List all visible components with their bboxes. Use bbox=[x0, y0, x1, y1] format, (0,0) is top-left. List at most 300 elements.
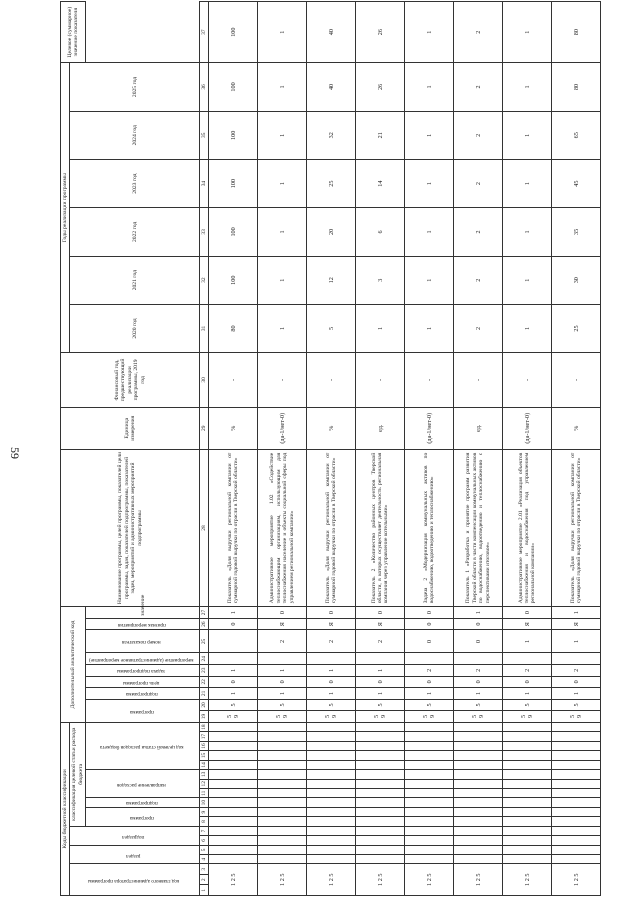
analytic-code-cell: 0 bbox=[356, 607, 405, 619]
year-value: 1 bbox=[405, 111, 454, 159]
code-cell bbox=[307, 760, 356, 769]
column-number: 13 bbox=[200, 770, 209, 779]
year-value: 3 bbox=[356, 256, 405, 304]
code-cell bbox=[503, 779, 552, 788]
analytic-code-cell bbox=[552, 653, 601, 665]
chapter-code-cell: 1 2 5 bbox=[503, 864, 552, 896]
year-value: 1 bbox=[503, 208, 552, 256]
target-header: Целевое (суммарное) значение показателя bbox=[61, 2, 86, 63]
code-cell bbox=[552, 722, 601, 732]
year-value: 100 bbox=[209, 208, 258, 256]
analytic-code-cell: Я bbox=[258, 618, 307, 630]
column-number: 29 bbox=[200, 407, 209, 449]
year-value: 30 bbox=[552, 256, 601, 304]
analytic-code-cell: 2 bbox=[503, 665, 552, 677]
chapter-code-cell: 1 2 5 bbox=[307, 864, 356, 896]
column-number: 16 bbox=[200, 741, 209, 750]
code-cell bbox=[454, 845, 503, 854]
analytic-code-cell: Я bbox=[356, 618, 405, 630]
column-number: 31 bbox=[200, 304, 209, 352]
row-unit: (да-1/нет-0) bbox=[503, 407, 552, 449]
analytic-code-cell: 5 9 bbox=[454, 711, 503, 723]
program-table-sheet bbox=[60, 1, 584, 896]
column-number: 3 bbox=[200, 864, 209, 875]
code-cell bbox=[503, 855, 552, 864]
code-cell bbox=[209, 741, 258, 750]
analytic-code-cell: 0 bbox=[503, 607, 552, 619]
code-cell bbox=[356, 817, 405, 826]
year-value: 1 bbox=[258, 208, 307, 256]
analytic-code-cell: 0 bbox=[307, 607, 356, 619]
code-cell bbox=[503, 845, 552, 854]
analytic-code-cell: 0 bbox=[405, 607, 454, 619]
analytic-code-cell: 0 bbox=[454, 618, 503, 630]
row-unit: (да-1/нет-0) bbox=[405, 407, 454, 449]
code-cell bbox=[552, 826, 601, 835]
column-number: 6 bbox=[200, 836, 209, 845]
analytic-code-cell: Я bbox=[552, 618, 601, 630]
analytic-code-cell: 0 bbox=[552, 676, 601, 688]
d-measure-header: мероприятие (административное мероприятие) bbox=[89, 656, 194, 663]
column-number: 26 bbox=[200, 618, 209, 630]
chapter-code-cell: 1 2 5 bbox=[209, 864, 258, 896]
program-indicators-table bbox=[60, 1, 601, 896]
code-cell bbox=[258, 722, 307, 732]
chapter-code-header: код главного администратора программы bbox=[88, 877, 180, 884]
code-cell bbox=[356, 789, 405, 798]
y2024-header: 2024 год bbox=[70, 111, 200, 159]
year-value: 100 bbox=[209, 159, 258, 207]
code-cell bbox=[454, 836, 503, 845]
code-cell bbox=[405, 760, 454, 769]
y2022-header: 2022 год bbox=[70, 208, 200, 256]
column-number: 32 bbox=[200, 256, 209, 304]
code-cell bbox=[258, 845, 307, 854]
code-cell bbox=[405, 722, 454, 732]
analytic-code-cell: 5 9 bbox=[356, 711, 405, 723]
analytic-code-cell: 1 bbox=[454, 688, 503, 700]
code-cell bbox=[454, 789, 503, 798]
d-task-header: задача подпрограммы bbox=[117, 668, 166, 675]
code-cell bbox=[405, 798, 454, 807]
row-unit: (да-1/нет-0) bbox=[258, 407, 307, 449]
code-cell bbox=[454, 855, 503, 864]
year-value: 2 bbox=[454, 159, 503, 207]
column-number: 21 bbox=[200, 688, 209, 700]
column-number: 20 bbox=[200, 699, 209, 711]
years-header: Годы реализации программы bbox=[61, 63, 70, 353]
analytic-code-cell: 1 bbox=[405, 688, 454, 700]
year-value: 1 bbox=[503, 256, 552, 304]
code-cell bbox=[454, 751, 503, 760]
code-cell bbox=[209, 732, 258, 741]
row-base-year: - bbox=[209, 353, 258, 408]
code-cell bbox=[552, 770, 601, 779]
code-cell bbox=[405, 789, 454, 798]
code-cell bbox=[552, 845, 601, 854]
code-cell bbox=[405, 836, 454, 845]
column-number: 27 bbox=[200, 607, 209, 619]
code-cell bbox=[258, 836, 307, 845]
d-indicator-header: номер показателя bbox=[122, 639, 161, 646]
row-unit: % bbox=[552, 407, 601, 449]
analytic-code-cell: 1 bbox=[356, 665, 405, 677]
analytic-code-cell: 5 bbox=[405, 699, 454, 711]
analytic-code-cell: 5 bbox=[454, 699, 503, 711]
column-number: 25 bbox=[200, 630, 209, 653]
column-number: 30 bbox=[200, 353, 209, 408]
target-value: 100 bbox=[209, 2, 258, 63]
analytic-code-cell: 0 bbox=[258, 676, 307, 688]
analytic-code-cell: 5 bbox=[307, 699, 356, 711]
code-cell bbox=[356, 798, 405, 807]
year-value: 35 bbox=[552, 208, 601, 256]
analytic-code-cell: 1 bbox=[454, 607, 503, 619]
code-cell bbox=[503, 722, 552, 732]
d-goal-header: цель программы bbox=[123, 679, 160, 686]
analytic-code-cell: 5 9 bbox=[405, 711, 454, 723]
code-cell bbox=[307, 817, 356, 826]
column-number: 5 bbox=[200, 845, 209, 854]
code-cell bbox=[307, 732, 356, 741]
analytic-code-cell: 1 bbox=[552, 688, 601, 700]
analytic-code-cell: 0 bbox=[209, 676, 258, 688]
year-value: 6 bbox=[356, 208, 405, 256]
year-value: 2 bbox=[454, 63, 503, 111]
year-value: 1 bbox=[405, 256, 454, 304]
code-cell bbox=[258, 855, 307, 864]
section-header: раздел bbox=[126, 852, 141, 859]
code-cell bbox=[258, 817, 307, 826]
table-row bbox=[552, 2, 601, 896]
code-cell bbox=[258, 732, 307, 741]
analytic-code-cell: 1 bbox=[209, 688, 258, 700]
column-number: 36 bbox=[200, 63, 209, 111]
code-cell bbox=[503, 789, 552, 798]
code-cell bbox=[454, 826, 503, 835]
analytic-code-cell: Я bbox=[307, 618, 356, 630]
row-unit: ед. bbox=[356, 407, 405, 449]
analytic-code-cell: 0 bbox=[307, 676, 356, 688]
code-cell bbox=[258, 798, 307, 807]
analytic-code-cell bbox=[307, 653, 356, 665]
year-value: 1 bbox=[258, 111, 307, 159]
analytic-code-cell bbox=[209, 630, 258, 653]
analytic-code-cell: 5 bbox=[209, 699, 258, 711]
year-value: 1 bbox=[405, 304, 454, 352]
code-cell bbox=[307, 836, 356, 845]
code-cell bbox=[454, 817, 503, 826]
code-cell bbox=[356, 770, 405, 779]
code-cell bbox=[356, 779, 405, 788]
row-description: Показатель «Доля выручки региональной компании от суммарной годовой выручки по отрасли в Тверской области» bbox=[307, 449, 356, 607]
row-unit: % bbox=[307, 407, 356, 449]
year-value: 100 bbox=[209, 256, 258, 304]
row-base-year: - bbox=[405, 353, 454, 408]
analytic-code-cell: 1 bbox=[307, 665, 356, 677]
analytic-code-cell bbox=[258, 653, 307, 665]
column-number: 8 bbox=[200, 817, 209, 826]
row-description: Задача 2 «Модернизация коммунальных активов по водоснабжению, водоотведению и теплоснабжению» bbox=[405, 449, 454, 607]
analytic-code-cell: 5 bbox=[503, 699, 552, 711]
target-value: 2 bbox=[454, 2, 503, 63]
row-base-year: - bbox=[356, 353, 405, 408]
base-year-header: Финансовый год, предшествующий реализации программы, 2019 год bbox=[61, 353, 200, 408]
row-description: Административное мероприятие 2.01 «Реализация объектов теплоснабжения и водоснабжения под управлением региональной компании» bbox=[503, 449, 552, 607]
target-value-header: значение bbox=[86, 607, 200, 619]
year-value: 2 bbox=[454, 111, 503, 159]
code-cell bbox=[552, 798, 601, 807]
y2021-header: 2021 год bbox=[70, 256, 200, 304]
code-cell bbox=[552, 817, 601, 826]
code-cell bbox=[209, 807, 258, 816]
code-cell bbox=[258, 807, 307, 816]
target-value: 1 bbox=[405, 2, 454, 63]
analytic-code-cell bbox=[503, 653, 552, 665]
row-description: Показатель «Доля выручки региональной компании от суммарной годовой выручки по отрасли в Тверской области» bbox=[552, 449, 601, 607]
year-value: 25 bbox=[307, 159, 356, 207]
table-row bbox=[307, 2, 356, 896]
code-cell bbox=[356, 760, 405, 769]
analytic-code-cell: 0 bbox=[503, 676, 552, 688]
code-cell bbox=[356, 855, 405, 864]
analytic-code-cell bbox=[356, 653, 405, 665]
code-cell bbox=[307, 751, 356, 760]
row-description: Показатель «Доля выручки региональной компании от суммарной годовой выручки по отрасли в Тверской области» bbox=[209, 449, 258, 607]
row-base-year: - bbox=[307, 353, 356, 408]
code-cell bbox=[405, 779, 454, 788]
budget-codes-header: Коды бюджетной классификации bbox=[61, 722, 70, 895]
code-cell bbox=[356, 807, 405, 816]
code-cell bbox=[503, 732, 552, 741]
column-number: 12 bbox=[200, 779, 209, 788]
code-cell bbox=[454, 722, 503, 732]
y2023-header: 2023 год bbox=[70, 159, 200, 207]
y2020-header: 2020 год bbox=[70, 304, 200, 352]
table-row bbox=[209, 2, 258, 896]
code-cell bbox=[258, 760, 307, 769]
analytic-code-cell: 1 bbox=[307, 688, 356, 700]
table-row bbox=[258, 2, 307, 896]
code-cell bbox=[405, 741, 454, 750]
unit-header: Единица измерения bbox=[61, 407, 200, 449]
code-cell bbox=[209, 798, 258, 807]
column-number: 1 bbox=[200, 885, 209, 896]
row-description: Показатель 1 «Разработка и принятие программ развития Тверской области в части компенсации коммунальных активов по водоснабжению, водоотведению и теплоснабжению с перспективами итоговое» bbox=[454, 449, 503, 607]
target-value: 40 bbox=[307, 2, 356, 63]
year-value: 32 bbox=[307, 111, 356, 159]
analytic-code-cell: 1 bbox=[209, 607, 258, 619]
additional-code-header: Дополнительный аналитический код bbox=[61, 607, 86, 723]
code-cell bbox=[405, 845, 454, 854]
subsection-header: подраздел bbox=[122, 833, 145, 840]
code-cell bbox=[405, 770, 454, 779]
analytic-code-cell: 5 9 bbox=[503, 711, 552, 723]
code-cell bbox=[307, 779, 356, 788]
code-cell bbox=[356, 751, 405, 760]
analytic-code-cell: 2 bbox=[552, 665, 601, 677]
year-value: 25 bbox=[552, 304, 601, 352]
analytic-code-cell: 1 bbox=[503, 630, 552, 653]
code-cell bbox=[258, 826, 307, 835]
year-value: 20 bbox=[307, 208, 356, 256]
code-cell bbox=[503, 770, 552, 779]
code-cell bbox=[209, 751, 258, 760]
code-cell bbox=[258, 741, 307, 750]
code-cell bbox=[552, 779, 601, 788]
year-value: 5 bbox=[307, 304, 356, 352]
column-number: 10 bbox=[200, 798, 209, 807]
code-cell bbox=[307, 807, 356, 816]
code-cell bbox=[503, 817, 552, 826]
code-cell bbox=[356, 845, 405, 854]
chapter-code-cell: 1 2 5 bbox=[356, 864, 405, 896]
year-value: 1 bbox=[258, 159, 307, 207]
column-number: 34 bbox=[200, 159, 209, 207]
code-cell bbox=[552, 760, 601, 769]
code-cell bbox=[552, 836, 601, 845]
code-cell bbox=[405, 751, 454, 760]
code-cell bbox=[552, 751, 601, 760]
column-number: 35 bbox=[200, 111, 209, 159]
analytic-code-cell: 1 bbox=[258, 665, 307, 677]
year-value: 2 bbox=[454, 256, 503, 304]
year-value: 80 bbox=[209, 304, 258, 352]
analytic-code-cell: 0 bbox=[454, 676, 503, 688]
code-cell bbox=[209, 817, 258, 826]
analytic-code-cell: 0 bbox=[454, 630, 503, 653]
row-description: Административное мероприятие 1.02 «Содействие теплоснабжающим организациям, использующим для теплоснабжения население и объекты социальной сферы под управлением региональной компании» bbox=[258, 449, 307, 607]
row-base-year: - bbox=[454, 353, 503, 408]
analytic-code-cell: 5 9 bbox=[209, 711, 258, 723]
chapter-code-cell: 1 2 5 bbox=[454, 864, 503, 896]
code-cell bbox=[552, 789, 601, 798]
column-number: 24 bbox=[200, 653, 209, 665]
code-cell bbox=[552, 741, 601, 750]
code-cell bbox=[405, 826, 454, 835]
column-number: 33 bbox=[200, 208, 209, 256]
code-cell bbox=[356, 732, 405, 741]
analytic-code-cell: 1 bbox=[356, 688, 405, 700]
year-value: 14 bbox=[356, 159, 405, 207]
analytic-code-cell: 2 bbox=[258, 630, 307, 653]
analytic-code-cell bbox=[209, 653, 258, 665]
code-cell bbox=[356, 826, 405, 835]
analytic-code-cell: 2 bbox=[405, 665, 454, 677]
expense-class-header: код целевой статьи расходов бюджета bbox=[99, 743, 184, 750]
table-row bbox=[356, 2, 405, 896]
program-header: программа bbox=[129, 814, 154, 821]
code-cell bbox=[552, 807, 601, 816]
row-base-year: - bbox=[258, 353, 307, 408]
analytic-code-cell: 5 9 bbox=[258, 711, 307, 723]
code-cell bbox=[405, 817, 454, 826]
analytic-code-cell bbox=[405, 653, 454, 665]
year-value: 1 bbox=[356, 304, 405, 352]
analytic-code-cell: 0 bbox=[405, 676, 454, 688]
code-cell bbox=[258, 751, 307, 760]
code-cell bbox=[454, 779, 503, 788]
d-subprogram-header: подпрограмма bbox=[125, 691, 158, 698]
code-cell bbox=[209, 845, 258, 854]
table-row bbox=[503, 2, 552, 896]
year-value: 1 bbox=[258, 63, 307, 111]
table-row bbox=[405, 2, 454, 896]
year-value: 2 bbox=[454, 208, 503, 256]
analytic-code-cell: 5 bbox=[552, 699, 601, 711]
code-cell bbox=[405, 807, 454, 816]
column-number: 14 bbox=[200, 760, 209, 769]
code-cell bbox=[209, 779, 258, 788]
column-number: 19 bbox=[200, 711, 209, 723]
code-cell bbox=[503, 798, 552, 807]
table-row bbox=[454, 2, 503, 896]
code-cell bbox=[307, 789, 356, 798]
chapter-code-cell: 1 2 5 bbox=[258, 864, 307, 896]
code-cell bbox=[209, 826, 258, 835]
row-description: Показатель 2 «Количество районных центров Тверской области, в которых осуществляет деятельность региональная компания через управление котельными» bbox=[356, 449, 405, 607]
code-cell bbox=[454, 732, 503, 741]
analytic-code-cell: 0 bbox=[405, 630, 454, 653]
column-number: 23 bbox=[200, 665, 209, 677]
analytic-code-cell: 0 bbox=[405, 618, 454, 630]
code-cell bbox=[503, 826, 552, 835]
code-cell bbox=[454, 807, 503, 816]
column-number: 15 bbox=[200, 751, 209, 760]
year-value: 40 bbox=[307, 63, 356, 111]
column-number: 28 bbox=[200, 449, 209, 607]
code-cell bbox=[356, 741, 405, 750]
year-value: 65 bbox=[552, 111, 601, 159]
code-cell bbox=[307, 722, 356, 732]
code-cell bbox=[307, 741, 356, 750]
analytic-code-cell: 5 bbox=[356, 699, 405, 711]
code-cell bbox=[503, 751, 552, 760]
code-cell bbox=[454, 741, 503, 750]
column-numbers-row bbox=[200, 2, 209, 896]
code-cell bbox=[503, 807, 552, 816]
code-cell bbox=[209, 836, 258, 845]
code-cell bbox=[258, 789, 307, 798]
target-value: 1 bbox=[503, 2, 552, 63]
year-value: 1 bbox=[503, 159, 552, 207]
d-sign-header: признак мероприятия bbox=[117, 622, 166, 629]
year-value: 1 bbox=[405, 208, 454, 256]
target-value: 1 bbox=[258, 2, 307, 63]
code-cell bbox=[454, 770, 503, 779]
year-value: 1 bbox=[503, 304, 552, 352]
analytic-code-cell: 1 bbox=[552, 607, 601, 619]
d-program-header: программа bbox=[129, 708, 154, 715]
code-cell bbox=[307, 845, 356, 854]
row-base-year: - bbox=[503, 353, 552, 408]
year-value: 1 bbox=[258, 256, 307, 304]
analytic-code-cell: 1 bbox=[258, 688, 307, 700]
code-cell bbox=[209, 722, 258, 732]
code-cell bbox=[209, 855, 258, 864]
year-value: 100 bbox=[209, 63, 258, 111]
direction-header: направление расходов bbox=[117, 781, 166, 788]
column-number: 2 bbox=[200, 875, 209, 886]
code-cell bbox=[307, 855, 356, 864]
year-value: 26 bbox=[356, 63, 405, 111]
subprogram-header: подпрограмма bbox=[125, 799, 158, 806]
column-number: 7 bbox=[200, 826, 209, 835]
analytic-code-cell: 5 bbox=[258, 699, 307, 711]
year-value: 45 bbox=[552, 159, 601, 207]
code-cell bbox=[503, 836, 552, 845]
code-cell bbox=[356, 836, 405, 845]
